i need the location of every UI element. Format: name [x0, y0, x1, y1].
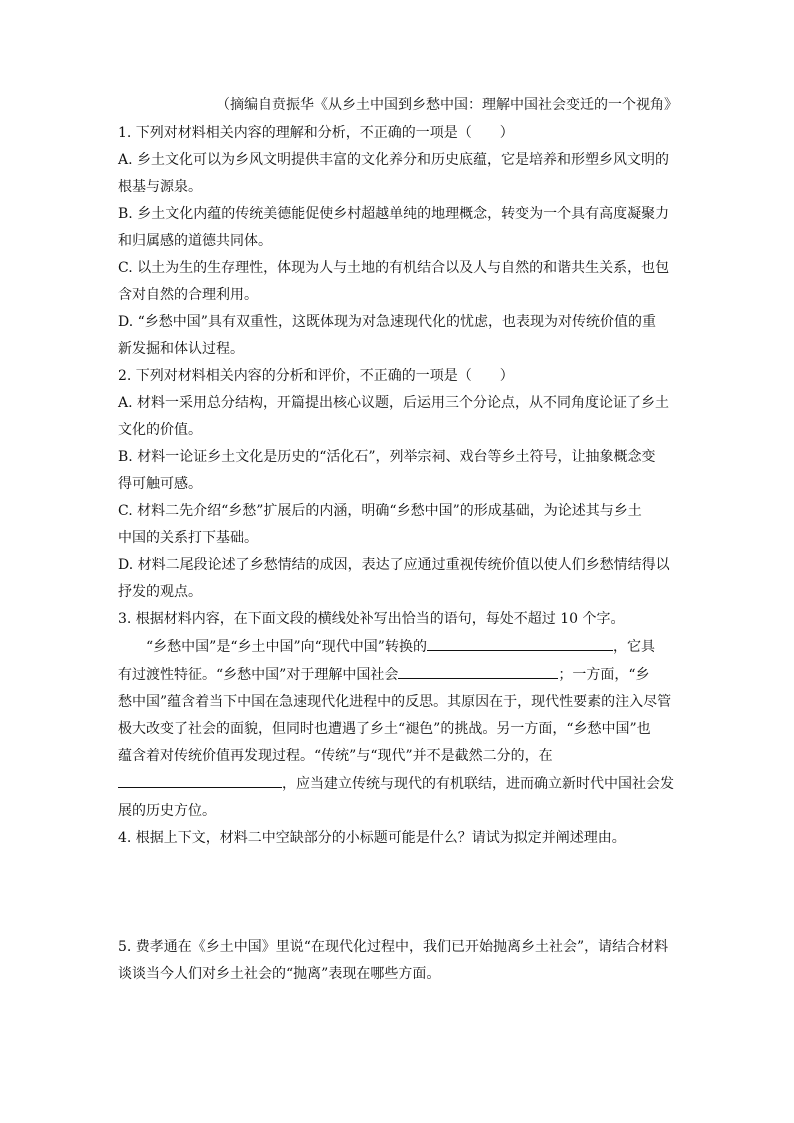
q2-option-a-line1: A. 材料一采用总分结构，开篇提出核心议题，后运用三个分论点，从不同角度论证了乡土	[118, 395, 670, 411]
q3-text: ；一方面，“乡	[558, 667, 650, 683]
answer-space[interactable]	[118, 852, 678, 934]
q1-option-a-line2: 根基与源泉。	[118, 179, 202, 195]
q2-option-a-line2: 文化的价值。	[118, 422, 202, 438]
q3-passage-line6	[118, 770, 678, 798]
q1-option-d-line1: D. “乡愁中国”具有双重性，这既体现为对急速现代化的忧虑，也表现为对传统价值的重	[118, 314, 656, 330]
q1-option-a-line1: A. 乡土文化可以为乡风文明提供丰富的文化养分和历史底蕴，它是培养和形塑乡风文明的	[118, 152, 670, 168]
answer-blank-2[interactable]	[398, 661, 558, 679]
q1-option-b-line2: 和归属感的道德共同体。	[118, 233, 272, 249]
q3-passage-line2	[118, 661, 678, 689]
question-2	[118, 363, 678, 606]
question-1-stem: 1. 下列对材料相关内容的理解和分析，不正确的一项是（ ）	[118, 125, 514, 141]
q2-option-b-line2: 得可触可感。	[118, 476, 202, 492]
question-3-stem: 3. 根据材料内容，在下面文段的横线处补写出恰当的语句，每处不超过 10 个字。	[118, 611, 625, 627]
question-2-stem: 2. 下列对材料相关内容的分析和评价，不正确的一项是（ ）	[118, 368, 514, 384]
question-1	[118, 120, 678, 363]
q3-text: 有过渡性特征。“乡愁中国”对于理解中国社会	[118, 667, 399, 683]
q1-option-d-line2: 新发掘和体认过程。	[118, 341, 244, 357]
question-5-line1: 5. 费孝通在《乡土中国》里说“在现代化过程中，我们已开始抛离乡土社会”，请结合材料	[118, 939, 669, 955]
question-3	[118, 606, 678, 825]
question-4	[118, 825, 678, 852]
q2-option-d-line1: D. 材料二尾段论述了乡愁情结的成因，表达了应通过重视传统价值以使人们乡愁情结得以	[118, 557, 670, 573]
q1-option-c-line2: 含对自然的合理利用。	[118, 287, 258, 303]
answer-blank-3[interactable]	[118, 770, 282, 788]
q3-passage-line1	[118, 633, 678, 661]
q3-passage-line4: 极大改变了社会的面貌，但同时也遭遇了乡土“褪色”的挑战。另一方面，“乡愁中国”也	[118, 721, 651, 737]
question-5	[118, 934, 678, 988]
source-citation: （摘编自贲振华《从乡土中国到乡愁中国：理解中国社会变迁的一个视角》	[216, 97, 678, 113]
q2-option-b-line1: B. 材料一论证乡土文化是历史的“活化石”，列举宗祠、戏台等乡土符号，让抽象概念变	[118, 449, 656, 465]
q3-passage-line5: 蕴含着对传统价值再发现过程。“传统”与“现代”并不是截然二分的，在	[118, 748, 553, 764]
q3-passage-line3: 愁中国”蕴含着当下中国在急速现代化进程中的反思。其原因在于，现代性要素的注入尽管	[118, 694, 672, 710]
q1-option-b-line1: B. 乡土文化内蕴的传统美德能促使乡村超越单纯的地理概念，转变为一个具有高度凝聚力	[118, 206, 670, 222]
question-5-line2: 谈谈当今人们对乡土社会的“抛离”表现在哪些方面。	[118, 966, 441, 982]
q3-text: ，应当建立传统与现代的有机联结，进而确立新时代中国社会发	[282, 776, 674, 792]
q1-option-c-line1: C. 以土为生的生存理性，体现为人与土地的有机结合以及人与自然的和谐共生关系，也包	[118, 260, 670, 276]
q2-option-d-line2: 抒发的观点。	[118, 584, 202, 600]
q2-option-c-line2: 中国的关系打下基础。	[118, 530, 258, 546]
q3-text: ，它具	[612, 639, 655, 655]
q2-option-c-line1: C. 材料二先介绍“乡愁”扩展后的内涵，明确“乡愁中国”的形成基础，为论述其与乡土	[118, 503, 642, 519]
answer-blank-1[interactable]	[427, 633, 613, 651]
document-page	[118, 92, 678, 988]
q3-passage-line7: 展的历史方位。	[118, 803, 216, 819]
q3-text: “乡愁中国”是“乡土中国”向“现代中国”转换的	[146, 639, 427, 655]
question-4-stem: 4. 根据上下文，材料二中空缺部分的小标题可能是什么？请试为拟定并阐述理由。	[118, 830, 626, 846]
